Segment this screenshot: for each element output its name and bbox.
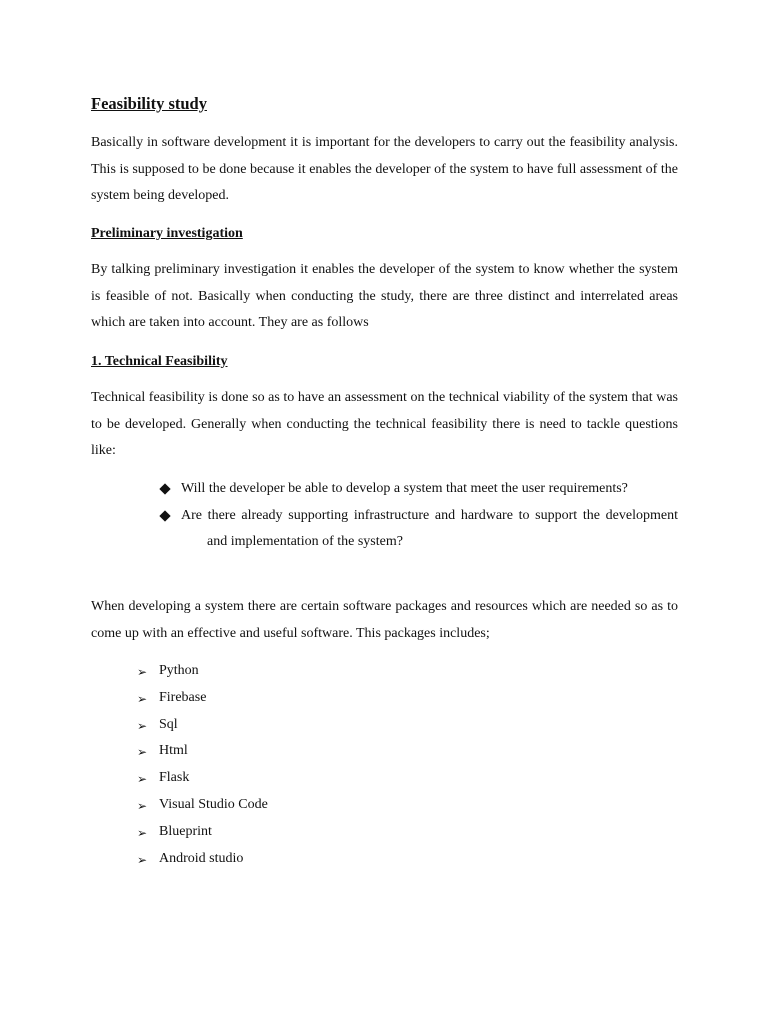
list-item [137,685,268,712]
list-item [158,503,678,556]
arrowhead-bullet-icon: ➢ [137,665,148,679]
arrowhead-bullet-icon: ➢ [137,691,148,706]
package-name: Blueprint [159,823,212,839]
document-title: Feasibility study [91,94,207,113]
arrowhead-bullet-icon: ➢ [137,852,148,867]
list-item [137,819,268,846]
preliminary-paragraph: By talking preliminary investigation it enables the developer of the system to know whether the system is feasible of not. Basically when conducting the study, there are three distinct and interrelated areas which are taken into account. They are as follows [91,262,678,331]
arrowhead-bullet-icon: ➢ [137,798,148,813]
diamond-bullet-icon [159,483,170,494]
arrowhead-bullet-icon: ➢ [137,772,148,787]
list-item [137,765,268,792]
list-item [137,712,268,739]
question-list [158,476,678,556]
technical-heading: 1. Technical Feasibility [91,354,228,369]
package-name: Html [159,743,188,759]
diamond-bullet-icon [159,510,170,521]
list-item [158,476,678,503]
package-name: Firebase [159,689,207,705]
packages-intro-paragraph: When developing a system there are certain software packages and resources which are needed so as to come up with an effective and useful software. This packages includes; [91,599,678,641]
packages-list [137,658,268,872]
list-item [137,846,268,873]
technical-paragraph: Technical feasibility is done so as to have an assessment on the technical viability of the system that was to be developed. Generally when conducting the technical feasibility there is need to tackle questions like: [91,390,678,459]
question-text-tail: and implementation of the system? [207,534,403,550]
list-item [137,658,268,685]
list-item [137,792,268,819]
package-name: Android studio [159,850,244,866]
arrowhead-bullet-icon: ➢ [137,825,148,840]
package-name: Python [159,663,199,678]
question-text: Are there already supporting infrastructure and hardware to support the development [181,507,678,523]
preliminary-heading: Preliminary investigation [91,226,243,241]
list-item [137,738,268,765]
package-name: Sql [159,716,178,732]
arrowhead-bullet-icon: ➢ [137,745,148,760]
package-name: Visual Studio Code [159,796,268,812]
question-text: Will the developer be able to develop a system that meet the user requirements? [181,481,628,496]
intro-paragraph: Basically in software development it is important for the developers to carry out the feasibility analysis. This is supposed to be done because it enables the developer of the system to have full assessment of the system being developed. [91,135,678,204]
arrowhead-bullet-icon: ➢ [137,718,148,733]
package-name: Flask [159,770,190,786]
